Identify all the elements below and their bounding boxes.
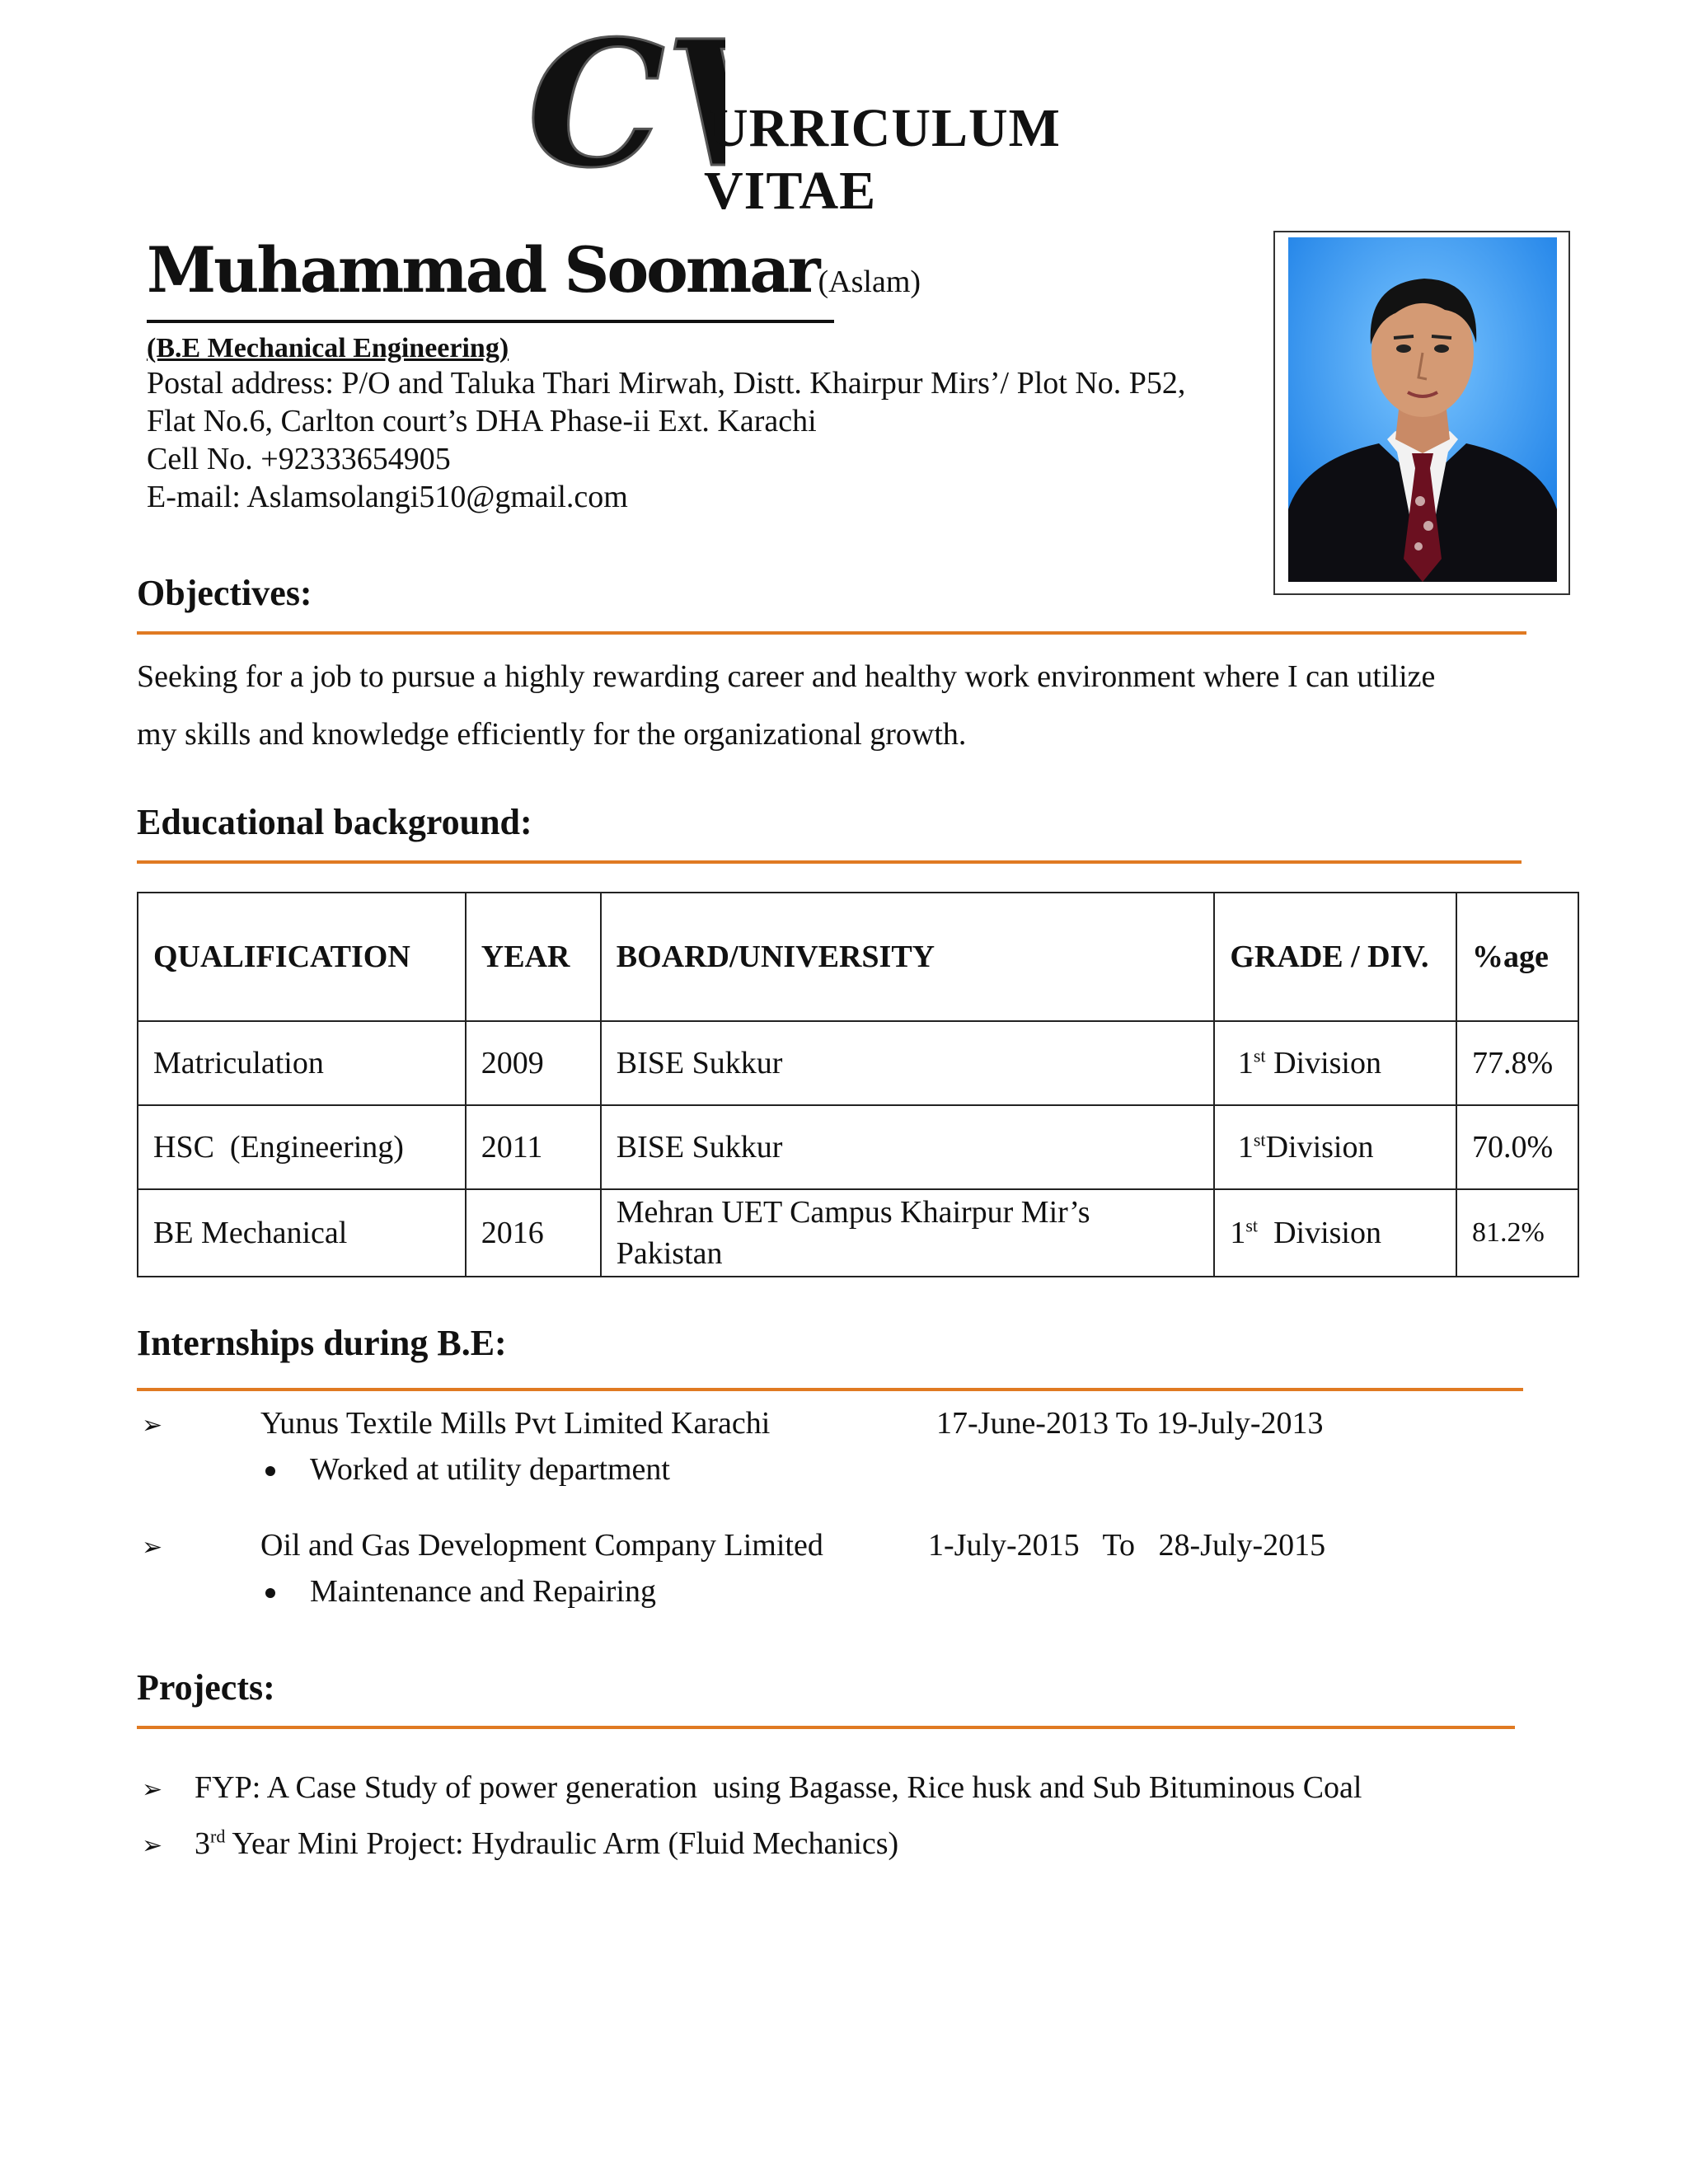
objectives-heading: Objectives: bbox=[137, 573, 312, 613]
grade-text: Division bbox=[1265, 1130, 1374, 1165]
project-mini bbox=[195, 1825, 898, 1863]
objectives-rule bbox=[137, 631, 1526, 635]
cell-grade bbox=[1214, 1105, 1456, 1189]
cell-year: 2011 bbox=[466, 1105, 601, 1189]
grade-number: 1 bbox=[1230, 1216, 1246, 1250]
grade-text: Division bbox=[1265, 1046, 1381, 1080]
candidate-name bbox=[147, 231, 921, 321]
cell-board bbox=[601, 1189, 1215, 1277]
internship-company: Yunus Textile Mills Pvt Limited Karachi bbox=[260, 1406, 771, 1441]
cv-logo bbox=[528, 8, 725, 214]
cell-qualification: HSC (Engineering) bbox=[138, 1105, 466, 1189]
header-qualification: QUALIFICATION bbox=[138, 893, 466, 1021]
projects-heading: Projects: bbox=[137, 1667, 275, 1708]
internships-rule bbox=[137, 1388, 1523, 1391]
table-row bbox=[138, 1105, 1578, 1189]
contact-info bbox=[147, 364, 1185, 516]
header-board: BOARD/UNIVERSITY bbox=[601, 893, 1215, 1021]
internship-detail: Maintenance and Repairing bbox=[310, 1574, 656, 1609]
table-header-row bbox=[138, 893, 1578, 1021]
dot-bullet-icon bbox=[265, 1465, 275, 1480]
list-item bbox=[142, 1404, 162, 1445]
table-row bbox=[138, 1021, 1578, 1105]
arrow-bullet-icon: ➢ bbox=[142, 1411, 163, 1440]
cell-year: 2009 bbox=[466, 1021, 601, 1105]
board-line-1: Mehran UET Campus Khairpur Mir’s bbox=[616, 1195, 1090, 1230]
objectives-line-1: Seeking for a job to pursue a highly rewarding career and healthy work environment where I can utilize bbox=[137, 659, 1436, 694]
grade-suffix: st bbox=[1253, 1129, 1266, 1151]
cell-grade bbox=[1214, 1021, 1456, 1105]
grade-suffix: st bbox=[1245, 1215, 1259, 1236]
degree: (B.E Mechanical Engineering) bbox=[147, 333, 509, 363]
cell-qualification: Matriculation bbox=[138, 1021, 466, 1105]
project-fyp: FYP: A Case Study of power generation using Bagasse, Rice husk and Sub Bituminous Coal bbox=[195, 1770, 1362, 1805]
internships-heading: Internships during B.E: bbox=[137, 1323, 507, 1363]
name-underline bbox=[147, 320, 834, 323]
cell-board: BISE Sukkur bbox=[601, 1105, 1215, 1189]
project-year-suffix: rd bbox=[210, 1825, 226, 1847]
cell-qualification: BE Mechanical bbox=[138, 1189, 466, 1277]
cell-year: 2016 bbox=[466, 1189, 601, 1277]
header-grade: GRADE / DIV. bbox=[1214, 893, 1456, 1021]
candidate-alias: (Aslam) bbox=[818, 265, 921, 299]
dot-bullet-icon bbox=[265, 1587, 275, 1602]
grade-text: Division bbox=[1258, 1216, 1381, 1250]
education-table bbox=[137, 892, 1579, 1277]
portrait-image bbox=[1288, 237, 1557, 582]
cell-percent: 70.0% bbox=[1456, 1105, 1578, 1189]
project-mini-text: Year Mini Project: Hydraulic Arm (Fluid Mechanics) bbox=[225, 1826, 899, 1861]
grade-number: 1 bbox=[1237, 1130, 1254, 1165]
table-row bbox=[138, 1189, 1578, 1277]
internship-dates: 1-July-2015 To 28-July-2015 bbox=[928, 1528, 1326, 1563]
logo-line-1: URRICULUM bbox=[709, 98, 1061, 158]
projects-rule bbox=[137, 1726, 1515, 1729]
candidate-full-name: Muhammad Soomar bbox=[147, 233, 818, 307]
cell-grade bbox=[1214, 1189, 1456, 1277]
header-year: YEAR bbox=[466, 893, 601, 1021]
education-rule bbox=[137, 860, 1522, 864]
cv-logo-letters: C bbox=[528, 8, 666, 206]
grade-suffix: st bbox=[1253, 1045, 1266, 1066]
cell-board: BISE Sukkur bbox=[601, 1021, 1215, 1105]
address-line-2: Flat No.6, Carlton court’s DHA Phase-ii Ext. Karachi bbox=[147, 404, 817, 438]
logo-line-2: VITAE bbox=[704, 161, 877, 221]
objectives-text bbox=[137, 648, 1587, 763]
education-heading: Educational background: bbox=[137, 802, 532, 842]
board-line-2: Pakistan bbox=[616, 1236, 723, 1271]
cell-percent: 77.8% bbox=[1456, 1021, 1578, 1105]
cv-logo-text bbox=[704, 97, 1061, 223]
email-address: E-mail: Aslamsolangi510@gmail.com bbox=[147, 480, 628, 514]
header-percent: %age bbox=[1456, 893, 1578, 1021]
arrow-bullet-icon: ➢ bbox=[142, 1533, 163, 1562]
arrow-bullet-icon: ➢ bbox=[142, 1775, 163, 1804]
project-year-number: 3 bbox=[195, 1826, 210, 1861]
list-item bbox=[142, 1825, 162, 1865]
grade-number: 1 bbox=[1237, 1046, 1254, 1080]
internship-detail: Worked at utility department bbox=[310, 1452, 670, 1487]
profile-photo bbox=[1273, 231, 1570, 595]
cell-percent: 81.2% bbox=[1456, 1189, 1578, 1277]
internship-company: Oil and Gas Development Company Limited bbox=[260, 1528, 823, 1563]
address-line-1: Postal address: P/O and Taluka Thari Mirwah, Distt. Khairpur Mirs’/ Plot No. P52, bbox=[147, 366, 1186, 401]
list-item bbox=[142, 1526, 162, 1567]
list-item bbox=[142, 1769, 162, 1809]
cell-number: Cell No. +92333654905 bbox=[147, 442, 451, 476]
objectives-line-2: my skills and knowledge efficiently for the organizational growth. bbox=[137, 717, 967, 752]
arrow-bullet-icon: ➢ bbox=[142, 1831, 163, 1860]
internship-dates: 17-June-2013 To 19-July-2013 bbox=[936, 1406, 1324, 1441]
